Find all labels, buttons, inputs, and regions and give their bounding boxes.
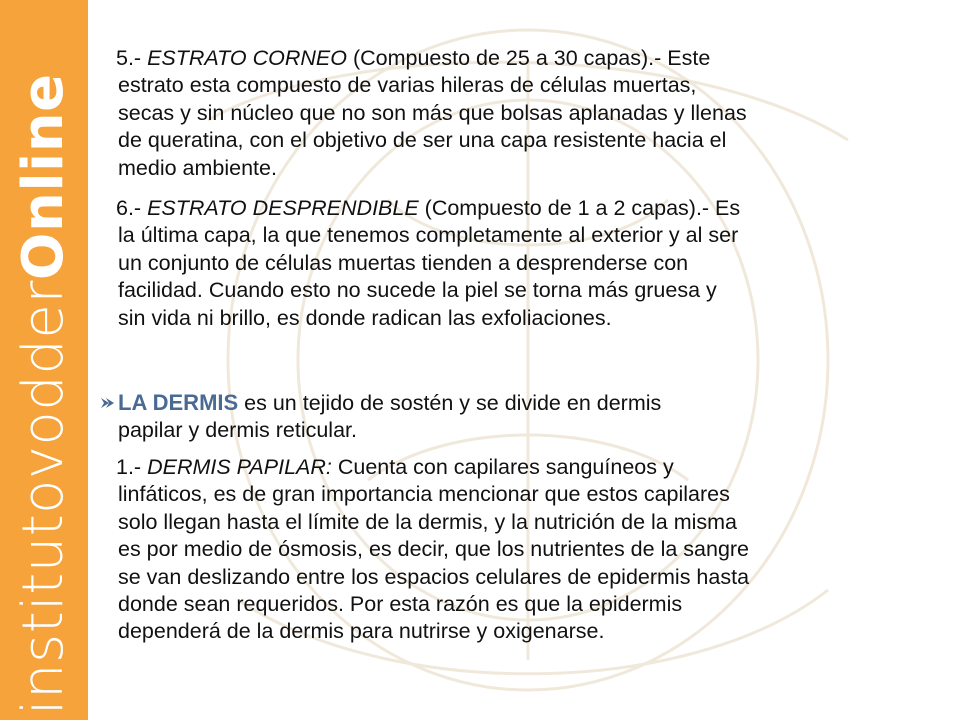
brand-logo (11, 73, 76, 715)
line-text: Cuenta con capilares sanguíneos y (331, 455, 674, 479)
paragraph-estrato-corneo (118, 45, 747, 182)
text-line: donde sean requeridos. Por esta razón es que la epidermis (118, 592, 683, 617)
brand-name-bold: Online (11, 73, 76, 281)
text-line: medio ambiente. (118, 155, 277, 180)
line-text: (Compuesto de 1 a 2 capas).- Es (418, 196, 741, 220)
text-line: la última capa, la que tenemos completamente al exterior y al ser (118, 223, 739, 248)
line-number: 1.- (116, 455, 148, 479)
brand-sidebar (0, 0, 88, 720)
text-line: sin vida ni brillo, es donde radican las exfoliaciones. (118, 305, 612, 330)
text-line (116, 195, 740, 222)
paragraph-estrato-desprendible (118, 195, 740, 332)
text-line: estrato esta compuesto de varias hileras de células muertas, (118, 73, 697, 98)
text-line: un conjunto de células muertas tienden a desprenderse con (118, 250, 689, 275)
term-estrato-desprendible: ESTRATO DESPRENDIBLE (147, 196, 419, 220)
heading-la-dermis: LA DERMIS (118, 390, 239, 415)
text-line (100, 389, 661, 417)
arrow-bullet-icon (100, 395, 116, 411)
text-line: dependerá de la dermis para nutrirse y oxigenarse. (118, 619, 605, 644)
line-number: 5.- (116, 46, 148, 70)
line-text: es un tejido de sostén y se divide en dermis (238, 391, 662, 415)
text-line: papilar y dermis reticular. (118, 418, 357, 443)
text-line: linfáticos, es de gran importancia mencionar que estos capilares (118, 482, 730, 507)
term-estrato-corneo: ESTRATO CORNEO (147, 46, 347, 70)
paragraph-dermis-papilar (118, 454, 749, 646)
text-line: secas y sin núcleo que no son más que bolsas aplanadas y llenas (118, 100, 747, 125)
text-line: se van deslizando entre los espacios celulares de epidermis hasta (118, 564, 750, 589)
term-dermis-papilar: DERMIS PAPILAR: (147, 455, 332, 479)
text-line: de queratina, con el objetivo de ser una capa resistente hacia el (118, 128, 727, 153)
brand-name-light: institutovodder (11, 280, 76, 715)
line-text: (Compuesto de 25 a 30 capas).- Este (346, 46, 711, 70)
text-line: facilidad. Cuando esto no sucede la piel se torna más gruesa y (118, 278, 717, 303)
text-line (116, 45, 747, 72)
text-line: es por medio de ósmosis, es decir, que los nutrientes de la sangre (118, 537, 750, 562)
text-line (116, 454, 749, 481)
paragraph-la-dermis (118, 389, 661, 445)
line-number: 6.- (116, 196, 148, 220)
text-line: solo llegan hasta el límite de la dermis, y la nutrición de la misma (118, 509, 738, 534)
